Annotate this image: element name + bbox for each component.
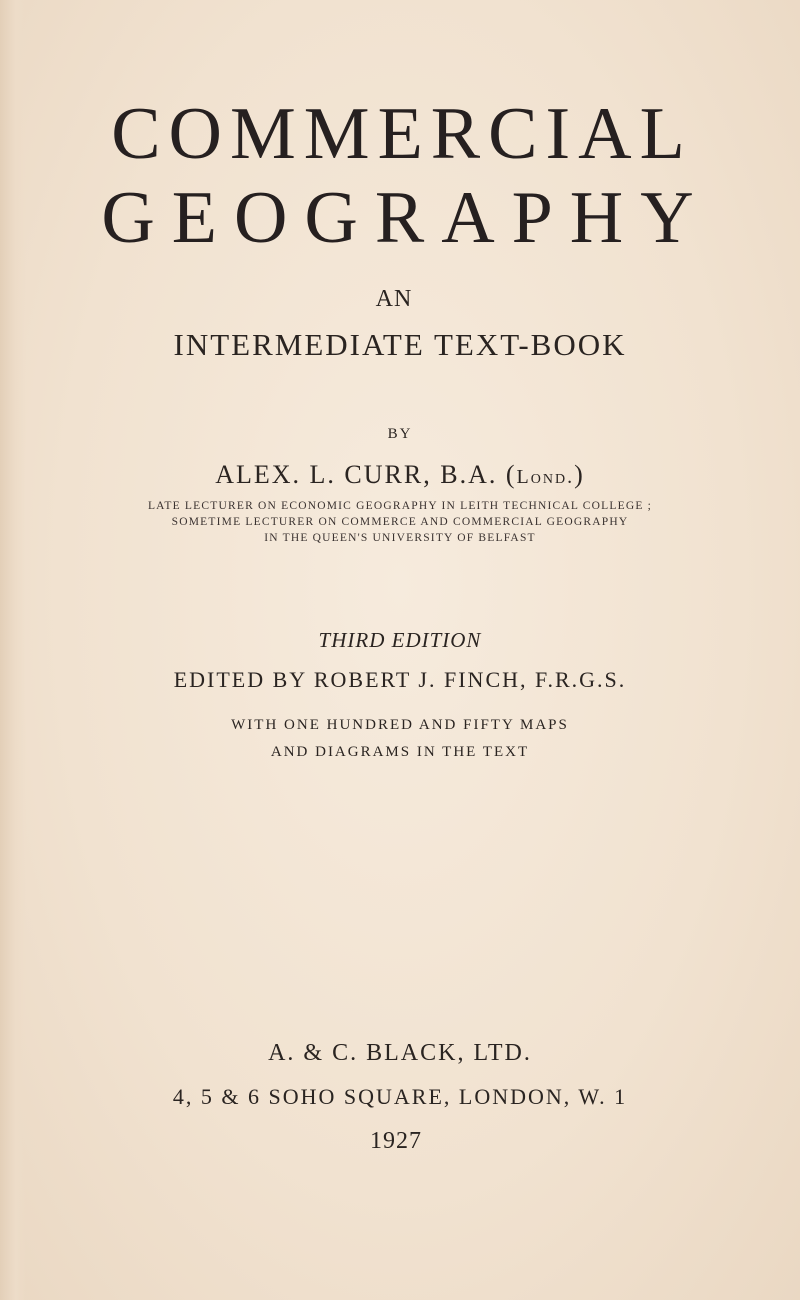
- author-name-text: ALEX. L. CURR, B.A. (: [215, 460, 517, 489]
- author-degree: Lond.: [516, 466, 575, 488]
- editor-credit: EDITED BY ROBERT J. FINCH, F.R.G.S.: [173, 667, 627, 692]
- book-title-line-1: COMMERCIAL: [111, 93, 693, 175]
- edition-label: THIRD EDITION: [318, 628, 482, 652]
- author-credential: IN THE QUEEN'S UNIVERSITY OF BELFAST: [264, 532, 536, 544]
- subtitle-article: AN: [375, 286, 413, 312]
- author-name: [0, 460, 800, 490]
- publisher-address: 4, 5 & 6 SOHO SQUARE, LONDON, W. 1: [172, 1084, 628, 1109]
- subtitle: INTERMEDIATE TEXT-BOOK: [173, 327, 627, 362]
- publisher-name: A. & C. BLACK, LTD.: [268, 1040, 532, 1066]
- maps-note: WITH ONE HUNDRED AND FIFTY MAPS: [231, 717, 569, 733]
- book-title-line-2: GEOGRAPHY: [101, 177, 711, 259]
- author-name-close: ): [574, 460, 585, 489]
- maps-note: AND DIAGRAMS IN THE TEXT: [270, 744, 530, 760]
- by-label: BY: [387, 426, 413, 442]
- publication-year: 1927: [370, 1128, 422, 1154]
- author-credential: SOMETIME LECTURER ON COMMERCE AND COMMERCIAL GEOGRAPHY: [171, 516, 629, 528]
- author-credential: LATE LECTURER ON ECONOMIC GEOGRAPHY IN LEITH TECHNICAL COLLEGE ;: [147, 500, 653, 512]
